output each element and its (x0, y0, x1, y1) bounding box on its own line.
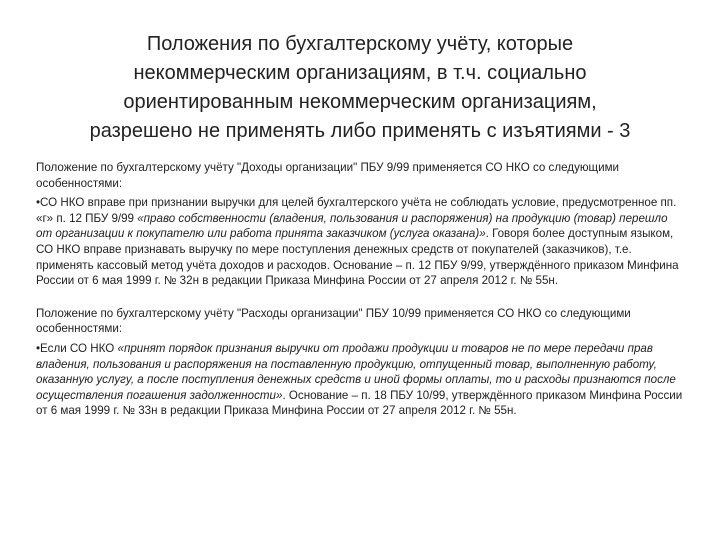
section-1-intro: Положение по бухгалтерскому учёту "Доходы организации" ПБУ 9/99 применяется СО НКО со следующими особенностями: (36, 161, 620, 190)
section-2-intro: Положение по бухгалтерскому учёту "Расходы организации" ПБУ 10/99 применяется СО НКО со следующими особенностями: (36, 306, 631, 336)
section-1-bullet-start: •СО НКО вправе при признании выручки для целей бухгалтерского учёта не соблюдать условие, предусмотренное пп. «г» п. 12 ПБУ 9/99 (36, 196, 677, 225)
title-line-1: Положения по бухгалтерскому учёту, которые (146, 33, 574, 55)
section-2-bullet (36, 341, 684, 419)
section-1-bullet-end: . Говоря более доступным языком, СО НКО вправе признавать выручку по мере поступления денежных средств от покупателей (заказчиков), т.е. применять кассовый метод учёта доходов и расходов. Основание – п. 12 ПБУ 9/99, утверждённого приказом Минфина России от 6 мая 1999 г. № 32н в редакции Приказа Минфина России от 27 апреля 2012 г. № 55н. (36, 227, 679, 288)
section-1-bullet (36, 195, 684, 289)
section-gap (36, 293, 684, 306)
section-2-bullet-end: . Основание – п. 18 ПБУ 10/99, утверждённого приказом Минфина России от 6 мая 1999 г. № 33н в редакции Приказа Минфина России от 27 апреля 2012 г. № 55н. (36, 388, 683, 418)
title-line-2: некоммерческим организациям, в т.ч. социально (133, 62, 587, 84)
slide-title (36, 30, 684, 146)
title-line-4: разрешено не применять либо применять с изъятиями - 3 (89, 120, 631, 142)
section-2-bullet-start: •Если СО НКО (36, 341, 118, 355)
title-line-3: ориентированным некоммерческим организациям, (123, 91, 597, 113)
section-1-bullet-quote: «право собственности (владения, пользования и распоряжения) на продукцию (товар) перешло от организации к покупателю или работа принята заказчиком (услуга оказана)» (36, 211, 668, 241)
section-2-bullet-quote: «принят порядок признания выручки от продажи продукции и товаров не по мере передачи прав владения, пользования и распоряжения на поставленную продукцию, отпущенный товар, выполненную работу, оказанную услугу, а после поступления денежных средств и иной формы оплаты, то и расходы признаются после осуществления погашения задолженности» (36, 341, 676, 402)
